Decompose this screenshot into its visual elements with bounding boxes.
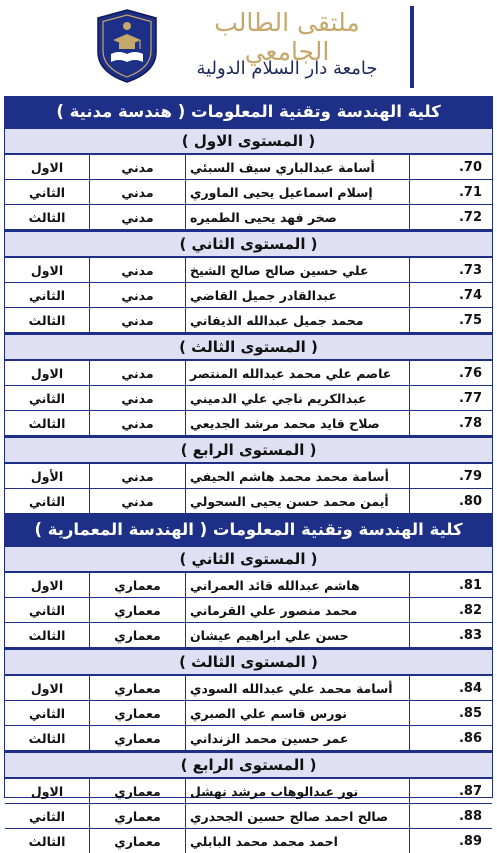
- table-row: [5, 779, 492, 804]
- level-cell: الاول: [30, 262, 64, 278]
- row-number-cell: .87: [409, 779, 492, 803]
- level-cell: الثالث: [28, 627, 66, 643]
- section-title: كلية الهندسة وتقنية المعلومات ( الهندسة المعمارية ): [5, 514, 492, 545]
- level-heading: ( المستوى الثالث ): [5, 648, 492, 676]
- specialization-cell: مدني: [89, 361, 185, 385]
- student-name-cell: نورس قاسم علي الصبري: [185, 701, 409, 725]
- level-heading: ( المستوى الثاني ): [5, 230, 492, 258]
- specialization-cell: مدني: [89, 180, 185, 204]
- student-name-cell: أيمن محمد حسن يحيى السحولي: [185, 489, 409, 513]
- row-number-cell: .77: [409, 386, 492, 410]
- student-name-cell: عبدالقادر جميل القاضي: [185, 283, 409, 307]
- page-header: [0, 0, 497, 96]
- level-heading: ( المستوى الرابع ): [5, 751, 492, 779]
- student-name-cell: أسامة عبدالباري سيف السبئي: [185, 155, 409, 179]
- row-number-cell: .71: [409, 180, 492, 204]
- row-number-cell: .81: [409, 573, 492, 597]
- table-row: [5, 573, 492, 598]
- forum-title: ملتقى الطالب الجامعي: [214, 8, 360, 66]
- header-divider: [410, 6, 414, 88]
- level-cell: الثاني: [28, 808, 66, 824]
- row-number-cell: .75: [409, 308, 492, 332]
- specialization-cell: مدني: [89, 155, 185, 179]
- university-name: جامعة دار السلام الدولية: [196, 58, 378, 79]
- specialization-cell: مدني: [89, 411, 185, 435]
- row-number-cell: .84: [409, 676, 492, 700]
- specialization-cell: معماري: [89, 726, 185, 750]
- table-row: [5, 258, 492, 283]
- specialization-cell: معماري: [89, 573, 185, 597]
- student-name-cell: إسلام اسماعيل يحيى الماوري: [185, 180, 409, 204]
- level-heading: ( المستوى الرابع ): [5, 436, 492, 464]
- level-cell: الثاني: [28, 184, 66, 200]
- student-name-cell: محمد جميل عبدالله الذيفاني: [185, 308, 409, 332]
- level-cell: الثالث: [28, 730, 66, 746]
- table-row: [5, 676, 492, 701]
- level-cell: الثاني: [28, 287, 66, 303]
- table-row: [5, 726, 492, 751]
- level-cell: الثالث: [28, 312, 66, 328]
- university-logo: [94, 8, 160, 84]
- student-name-cell: احمد محمد محمد البابلي: [185, 829, 409, 853]
- specialization-cell: معماري: [89, 779, 185, 803]
- specialization-cell: معماري: [89, 804, 185, 828]
- row-number-cell: .83: [409, 623, 492, 647]
- row-number-cell: .79: [409, 464, 492, 488]
- specialization-cell: مدني: [89, 283, 185, 307]
- student-name-cell: حسن علي ابراهيم عيشان: [185, 623, 409, 647]
- level-cell: الثالث: [28, 415, 66, 431]
- table-row: [5, 623, 492, 648]
- student-name-cell: عاصم علي محمد عبدالله المنتصر: [185, 361, 409, 385]
- row-number-cell: .86: [409, 726, 492, 750]
- level-heading: ( المستوى الاول ): [5, 127, 492, 155]
- row-number-cell: .80: [409, 489, 492, 513]
- level-cell: الثالث: [28, 209, 66, 225]
- specialization-cell: مدني: [89, 258, 185, 282]
- table-row: [5, 598, 492, 623]
- level-cell: الثالث: [28, 833, 66, 849]
- specialization-cell: مدني: [89, 386, 185, 410]
- specialization-cell: معماري: [89, 829, 185, 853]
- row-number-cell: .82: [409, 598, 492, 622]
- specialization-cell: معماري: [89, 623, 185, 647]
- specialization-cell: معماري: [89, 676, 185, 700]
- row-number-cell: .78: [409, 411, 492, 435]
- table-row: [5, 155, 492, 180]
- table-row: [5, 283, 492, 308]
- student-name-cell: عبدالكريم ناجي علي الدميني: [185, 386, 409, 410]
- table-row: [5, 829, 492, 853]
- students-table: [4, 96, 493, 849]
- level-cell: الاول: [30, 783, 64, 799]
- level-cell: الثاني: [28, 390, 66, 406]
- row-number-cell: .89: [409, 829, 492, 853]
- row-number-cell: .85: [409, 701, 492, 725]
- student-name-cell: صخر فهد يحيى الطميره: [185, 205, 409, 229]
- table-row: [5, 205, 492, 230]
- section-title: كلية الهندسة وتقنية المعلومات ( هندسة مدنية ): [5, 96, 492, 127]
- row-number-cell: .76: [409, 361, 492, 385]
- row-number-cell: .73: [409, 258, 492, 282]
- level-heading: ( المستوى الثالث ): [5, 333, 492, 361]
- level-heading: ( المستوى الثاني ): [5, 545, 492, 573]
- student-name-cell: محمد منصور علي القرماني: [185, 598, 409, 622]
- row-number-cell: .88: [409, 804, 492, 828]
- student-name-cell: عمر حسين محمد الزنداني: [185, 726, 409, 750]
- level-cell: الاول: [30, 680, 64, 696]
- specialization-cell: معماري: [89, 598, 185, 622]
- specialization-cell: مدني: [89, 308, 185, 332]
- level-cell: الثاني: [28, 602, 66, 618]
- student-name-cell: نور عبدالوهاب مرشد نهشل: [185, 779, 409, 803]
- row-number-cell: .72: [409, 205, 492, 229]
- level-cell: الأول: [30, 468, 64, 484]
- specialization-cell: مدني: [89, 464, 185, 488]
- row-number-cell: .70: [409, 155, 492, 179]
- level-cell: الاول: [30, 577, 64, 593]
- level-cell: الاول: [30, 159, 64, 175]
- level-cell: الاول: [30, 365, 64, 381]
- table-row: [5, 489, 492, 514]
- level-cell: الثاني: [28, 493, 66, 509]
- student-name-cell: أسامة محمد محمد هاشم الحيفي: [185, 464, 409, 488]
- student-name-cell: هاشم عبدالله قائد العمراني: [185, 573, 409, 597]
- table-row: [5, 361, 492, 386]
- specialization-cell: مدني: [89, 205, 185, 229]
- student-name-cell: صالح احمد صالح حسين الجحدري: [185, 804, 409, 828]
- table-row: [5, 386, 492, 411]
- row-number-cell: .74: [409, 283, 492, 307]
- table-row: [5, 464, 492, 489]
- student-name-cell: صلاح قايد محمد مرشد الجديعي: [185, 411, 409, 435]
- student-name-cell: علي حسين صالح صالح الشيخ: [185, 258, 409, 282]
- table-row: [5, 701, 492, 726]
- table-row: [5, 804, 492, 829]
- level-cell: الثاني: [28, 705, 66, 721]
- table-row: [5, 180, 492, 205]
- table-row: [5, 411, 492, 436]
- specialization-cell: معماري: [89, 701, 185, 725]
- specialization-cell: مدني: [89, 489, 185, 513]
- student-name-cell: أسامة محمد علي عبدالله السودي: [185, 676, 409, 700]
- table-row: [5, 308, 492, 333]
